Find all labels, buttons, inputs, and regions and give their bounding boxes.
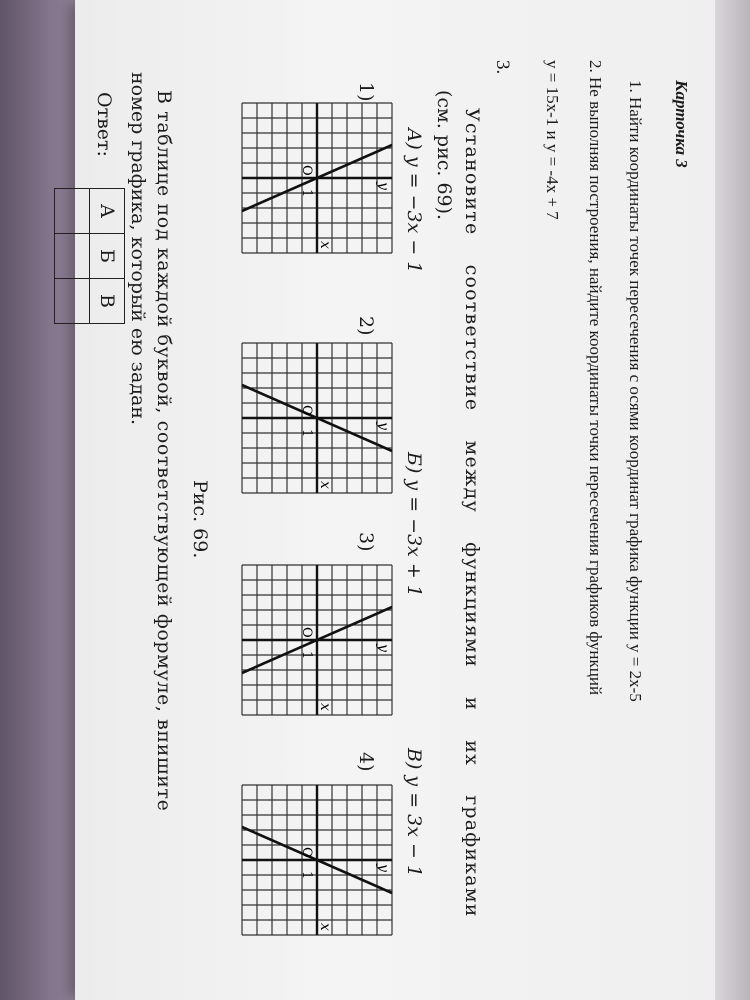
task-2-text: 2. Не выполняя построения, найдите координаты точки пересечения графиков функций: [586, 60, 605, 696]
graph-1-number: 1): [355, 82, 377, 102]
answer-header-b: Б: [90, 234, 125, 279]
worksheet-card: [65, 0, 705, 980]
x-axis-label: x: [317, 241, 333, 249]
task-3-text: Установите соответствие между функциями и их графиками: [461, 108, 483, 918]
x-axis-label: x: [317, 703, 333, 711]
origin-label: O: [299, 405, 314, 416]
formula-c: В) y = 3x − 1: [403, 748, 425, 878]
x-axis-label: x: [317, 481, 333, 489]
answer-value-row[interactable]: [55, 189, 90, 324]
y-axis-label: y: [375, 182, 391, 190]
y-axis-label: y: [375, 422, 391, 430]
card-title: Карточка 3: [672, 80, 691, 168]
unit-label: 1: [299, 189, 314, 198]
answer-header-a: А: [90, 189, 125, 234]
paper-edge-shadow: [715, 0, 750, 1000]
graph-4-number: 4): [355, 752, 377, 772]
graph-1: [237, 98, 397, 258]
answer-cell-a[interactable]: [55, 189, 90, 234]
answer-header-row: [90, 189, 125, 324]
unit-label: 1: [299, 651, 314, 660]
answer-cell-c[interactable]: [55, 279, 90, 324]
y-axis-label: y: [375, 644, 391, 652]
task-3-number: 3.: [492, 60, 513, 75]
graph-3: [237, 560, 397, 720]
graph-3-number: 3): [355, 532, 377, 552]
origin-label: O: [299, 847, 314, 858]
formula-a: А) y = −3x − 1: [403, 128, 425, 274]
origin-label: O: [299, 165, 314, 176]
task-2-functions: y = 15x-1 и y = -4x + 7: [543, 60, 562, 220]
unit-label: 1: [299, 429, 314, 438]
unit-label: 1: [299, 871, 314, 880]
figure-caption: Рис. 69.: [189, 480, 211, 559]
graph-4: [237, 780, 397, 940]
formula-b: Б) y = −3x + 1: [403, 452, 425, 597]
answer-header-c: В: [90, 279, 125, 324]
x-axis-label: x: [317, 923, 333, 931]
graph-2-number: 2): [355, 316, 377, 336]
graph-2: [237, 338, 397, 498]
instruction-line-1: В таблице под каждой буквой, соответствующей формуле, впишите: [153, 90, 175, 812]
task-1-text: 1. Найти координаты точек пересечения с осями координат графика функции y = 2x-5: [626, 80, 645, 702]
origin-label: O: [299, 627, 314, 638]
task-3-figure-ref: (см. рис. 69).: [433, 90, 455, 221]
y-axis-label: y: [375, 864, 391, 872]
instruction-line-2: номер графика, который ею задан.: [127, 72, 149, 426]
answer-label: Ответ:: [93, 92, 115, 157]
answer-table: [54, 188, 125, 324]
answer-cell-b[interactable]: [55, 234, 90, 279]
